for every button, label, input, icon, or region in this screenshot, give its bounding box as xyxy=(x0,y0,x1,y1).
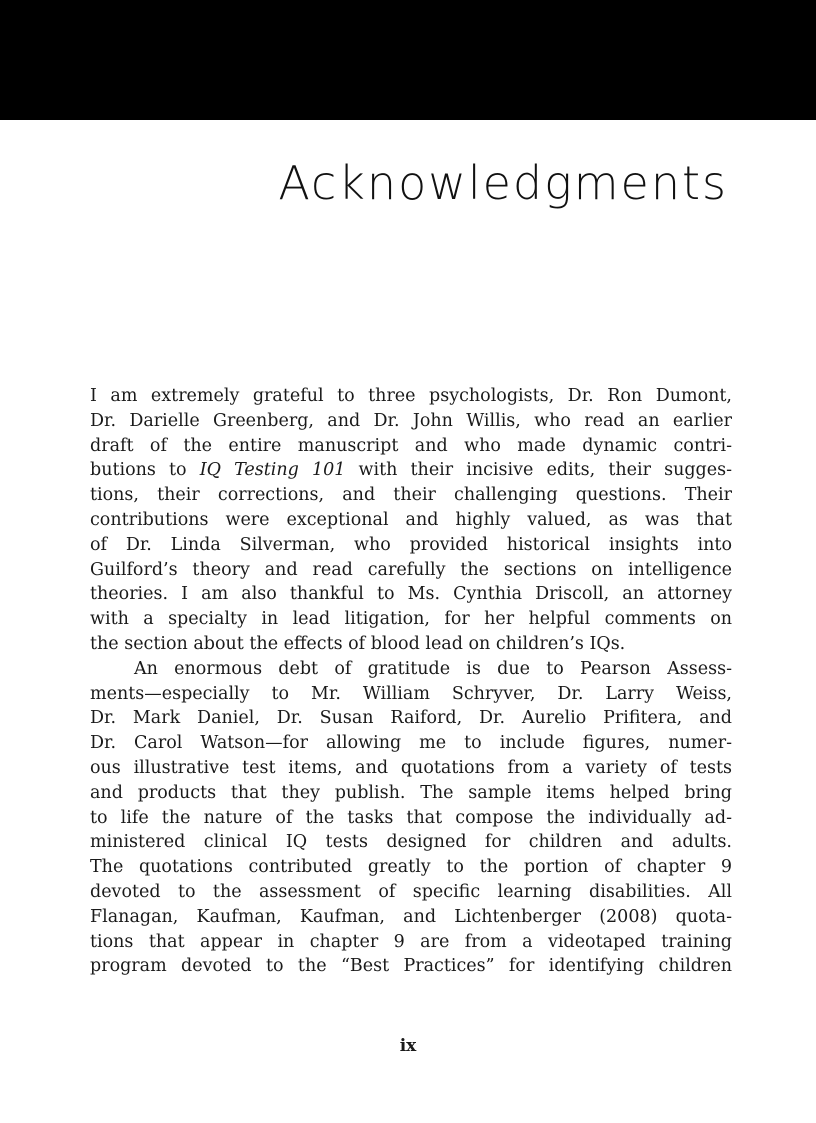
text-line: ous illustrative test items, and quotations from a variety of tests xyxy=(90,757,732,778)
text-line: An enormous debt of gratitude is due to Pearson Assess- xyxy=(134,658,732,679)
text-line: Dr. Carol Watson—for allowing me to include figures, numer- xyxy=(90,733,732,754)
text-line: draft of the entire manuscript and who made dynamic contri- xyxy=(90,435,732,456)
chapter-title: Acknowledgments xyxy=(278,156,728,210)
text-line: Guilford’s theory and read carefully the sections on intelligence xyxy=(90,559,732,580)
text-segment: with their incisive edits, their sugges- xyxy=(345,460,732,481)
text-line xyxy=(90,458,732,483)
text-line: program devoted to the “Best Practices” for identifying children xyxy=(90,956,732,977)
text-line: theories. I am also thankful to Ms. Cynthia Driscoll, an attorney xyxy=(90,584,732,605)
text-line: ministered clinical IQ tests designed for children and adults. xyxy=(90,832,732,853)
text-segment: butions to xyxy=(90,460,200,481)
text-line: I am extremely grateful to three psychologists, Dr. Ron Dumont, xyxy=(90,386,732,406)
text-line: tions, their corrections, and their challenging questions. Their xyxy=(90,485,732,506)
paragraph-1 xyxy=(90,384,732,657)
text-line: tions that appear in chapter 9 are from a videotaped training xyxy=(90,931,732,952)
text-line: the section about the effects of blood lead on children’s IQs. xyxy=(90,633,626,654)
book-title: IQ Testing 101 xyxy=(199,460,346,481)
paragraph-2 xyxy=(90,657,732,979)
text-line: of Dr. Linda Silverman, who provided historical insights into xyxy=(90,534,732,555)
page-number: ix xyxy=(399,1036,417,1056)
text-line: to life the nature of the tasks that compose the individually ad- xyxy=(90,807,732,828)
text-line: contributions were exceptional and highly valued, as was that xyxy=(90,509,732,530)
top-band xyxy=(0,0,816,120)
text-line: Dr. Darielle Greenberg, and Dr. John Willis, who read an earlier xyxy=(90,410,732,431)
text-line: The quotations contributed greatly to the portion of chapter 9 xyxy=(90,857,732,878)
text-line: Flanagan, Kaufman, Kaufman, and Lichtenberger (2008) quota- xyxy=(90,906,732,927)
body-text xyxy=(90,384,732,979)
text-line: ments—especially to Mr. William Schryver, Dr. Larry Weiss, xyxy=(90,683,732,704)
text-line: with a specialty in lead litigation, for her helpful comments on xyxy=(90,609,732,630)
text-line: and products that they publish. The sample items helped bring xyxy=(90,782,732,803)
text-line: devoted to the assessment of specific learning disabilities. All xyxy=(90,881,732,902)
text-line: Dr. Mark Daniel, Dr. Susan Raiford, Dr. Aurelio Prifitera, and xyxy=(90,708,732,729)
